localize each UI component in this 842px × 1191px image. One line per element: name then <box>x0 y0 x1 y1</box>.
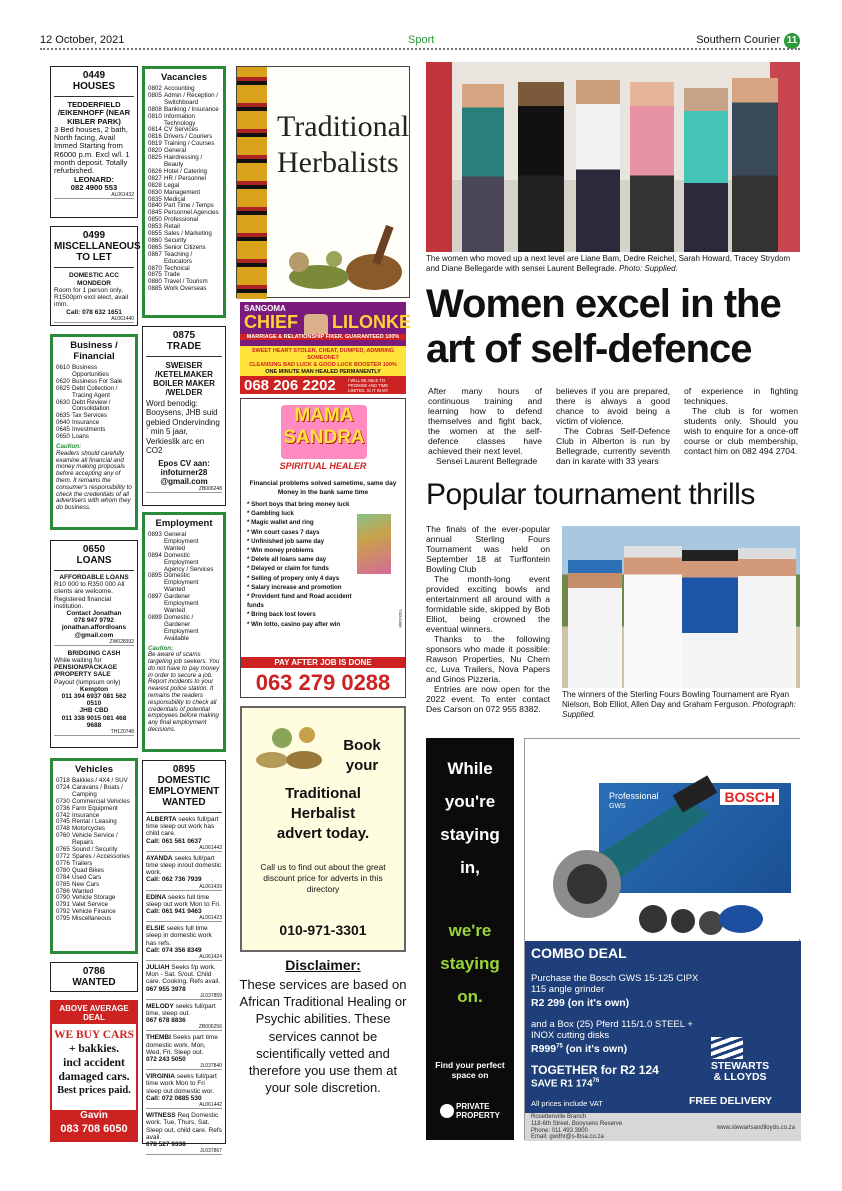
disclaimer-title: Disclaimer: <box>285 957 361 973</box>
combo-vat: All prices include VAT <box>531 1099 603 1108</box>
person-6 <box>732 78 778 252</box>
domestic-ad: EDINA seeks full time sleep out work Mon to Fri. Call: 061 941 9463 AL061423 <box>146 893 222 922</box>
mama-sandra-ad <box>240 398 406 698</box>
addr-branch: Rosettenville Branch <box>531 1114 587 1120</box>
vehicles-index-item: 0792 Vehicle Finance <box>56 908 116 916</box>
mama-list <box>247 500 355 629</box>
vacancies-index-item: 0820 General <box>148 147 187 155</box>
carad-line4: incl accident <box>63 1057 125 1069</box>
mama-phone: 063 279 0288 <box>255 670 391 695</box>
loans-classified <box>50 540 138 748</box>
loans-phone: 078 947 9792 <box>74 617 114 625</box>
vacancies-index-item: 0867 Teaching / Educators <box>148 250 193 265</box>
business-list <box>56 365 132 441</box>
bowler-3 <box>682 550 738 688</box>
publication-name: Southern Courier <box>696 34 780 46</box>
sangoma-name2: LILONKE <box>332 312 411 332</box>
bridging-title: BRIDGING CASH <box>67 649 121 657</box>
bridging-phones2: 011 338 9015 081 468 9688 <box>61 714 127 729</box>
mama-list-item: * Unfinished job same day <box>247 537 325 545</box>
loans-email: jonathan.affordloans @gmail.com <box>61 624 127 639</box>
issue-date: 12 October, 2021 <box>40 34 125 46</box>
vacancies-index-item: 0802 Accounting <box>148 85 195 92</box>
addr-web: www.stewartsandlloyds.co.za <box>716 1125 795 1131</box>
misc-body: Room for 1 person only, R1500pm excl elect, avail imm. <box>54 287 129 309</box>
person-3 <box>576 80 620 252</box>
domestic-ad: ALBERTA seeks full/part time sleep out work has child care. Call: 061 561 0637 AL061443 <box>146 816 222 851</box>
sangoma-line3: ONE MINUTE MAN HEALED PERMANENTLY <box>265 369 381 375</box>
disclaimer-box <box>236 956 410 1144</box>
vehicles-index-item: 0765 Sound / Security <box>56 846 118 854</box>
vehicles-index-item: 0784 Used Cars <box>56 873 102 881</box>
sangoma-phone: 068 206 2202 <box>244 377 336 394</box>
business-index-item: 0610 Business Opportunities <box>56 364 109 378</box>
pp-line7: on. <box>457 987 483 1006</box>
self-defence-col1: After many hours of continuous training and learning how to defend themselves and fight back, the women at the self-defence classes have achieved their next level. Sensei Laurent Bellegrade <box>428 386 542 466</box>
private-property-ad <box>426 738 514 1140</box>
vacancies-index-item: 0840 Part Time / Temps <box>148 202 214 210</box>
vehicles-list <box>56 778 132 923</box>
curtain-left <box>426 62 452 252</box>
vehicles-index-item: 0786 Wanted <box>56 887 94 895</box>
self-defence-photo <box>426 62 800 252</box>
business-index-item: 0645 Investments <box>56 426 106 434</box>
mama-list-item: * Delete all loans same day <box>247 556 327 564</box>
domestic-ad: VIRGINIA seeks full/part time work Mon to Fri sleep out domestic wor. Call: 072 0885 530 AL061442 <box>146 1073 222 1109</box>
combo-p2: and a Box (25) Pferd 115/1.0 STEEL + INOX cutting disks <box>531 1019 693 1041</box>
pp-line5: we're <box>448 921 492 940</box>
carad-name: Gavin <box>80 1110 108 1121</box>
addr-phone: Phone: 011 493 3900 <box>531 1127 588 1134</box>
section-name: Sport <box>408 34 435 46</box>
bowls-caption: The winners of the Sterling Fours Bowling Tournament are Ryan Nielson, Bob Elliot, Allen Day and Graham Ferguson. Photograph: Supplied. <box>562 690 796 719</box>
sangoma-name1: CHIEF <box>244 312 298 332</box>
mama-list-item: * Bring back lost lovers <box>247 611 316 619</box>
loans-title: AFFORDABLE LOANS <box>59 574 129 581</box>
vehicles-index-item: 0780 Quad Bikes <box>56 866 104 874</box>
trade-category: 0875 TRADE <box>146 327 222 357</box>
sangoma-line1: SWEET HEART STOLEN, CHEAT, DUMPED, ADMIRING SOMEONE? <box>251 348 395 361</box>
domestic-ad: THEMBI Seeks part time domestic work. Mon, Wed, Fri. Sleep out. 072 243 5050 JL037840 <box>146 1034 222 1070</box>
vehicles-index-item: 0760 Vehicle Service / Repairs <box>56 832 118 847</box>
business-caution: Caution: Readers should carefully examine all financial and money making proposals before accepting any of them. It remains the consumer's responsibility to check the credentials of all advertisers with whom they do business. <box>56 442 132 512</box>
combo-price1: R2 299 (on it's own) <box>531 997 630 1009</box>
pp-line6: staying <box>440 954 500 973</box>
business-financial-index <box>50 334 138 530</box>
business-index-item: 0635 Tax Services <box>56 412 108 420</box>
book-line5: advert today. <box>276 825 370 842</box>
vacancies-title: Vacancies <box>161 72 207 83</box>
vacancies-index-item: 0808 Banking / Insurance <box>148 105 219 113</box>
addr-street: 118-6th Street, Booysens Reserve <box>531 1120 623 1127</box>
domestic-classified <box>142 760 226 1155</box>
bridging-city1: Kempton <box>79 685 109 693</box>
vacancies-index-item: 0865 Senior Citizens <box>148 243 206 251</box>
carad-line5: damaged cars. <box>58 1071 130 1083</box>
vehicles-index-item: 0785 New Cars <box>56 880 100 888</box>
vacancies-index-item: 0880 Travel / Tourism <box>148 278 208 286</box>
vacancies-index-item: 0875 Trade <box>148 271 180 279</box>
mama-list-item: * Win court cases 7 days <box>247 528 320 536</box>
vacancies-index-item: 0827 HR / Personnel <box>148 174 206 182</box>
vehicles-index-item: 0776 Trailers <box>56 859 93 867</box>
mama-list-item: * Delayed or claim for funds <box>247 565 329 573</box>
bowler-2 <box>624 546 682 688</box>
domestic-ad: AYANDA seeks full/part time sleep in/out domestic work. Call: 062 736 7939 AL061439 <box>146 854 222 890</box>
trade-ref: ZB006248 <box>146 486 222 493</box>
employment-caution: Caution: Be aware of scams targeting job seekers. You do not have to pay money in order to secure a job. Report incidents to your nearest police station. It remains the readers responsibility to check all credentials of potential employees before making any final employment decisions. <box>148 644 220 734</box>
bosch-box-line1: Professional <box>609 791 659 801</box>
vehicles-index-item: 0718 Bakkies / 4X4 / SUV <box>56 777 128 784</box>
vacancies-index-item: 0816 Drivers / Couriers <box>148 133 213 141</box>
employment-index-item: 0893 General Employment Wanted <box>148 531 199 552</box>
vacancies-index <box>142 66 226 318</box>
book-body: Call us to find out about the great discount price for adverts in this directory <box>260 862 386 894</box>
employment-index <box>142 512 226 752</box>
pp-line2: you're <box>444 792 496 811</box>
herbalists-title: Traditional Herbalists <box>277 110 410 179</box>
book-herbalist-advert <box>240 706 406 952</box>
vacancies-index-item: 0810 Information Technology <box>148 112 196 127</box>
bridging-bold: PENSION/PACKAGE /PROPERTY SALE <box>54 664 118 679</box>
vacancies-index-item: 0826 Hotel / Catering <box>148 167 207 175</box>
addr-email: Email: gwdhr@s-lbsa.co.za <box>531 1134 604 1141</box>
combo-together: TOGETHER for R2 124 <box>531 1063 659 1077</box>
combo-save: SAVE R1 $174^{76}$ <box>531 1078 600 1090</box>
vacancies-list <box>148 86 220 293</box>
book-line2: your <box>345 757 379 774</box>
bosch-brand: BOSCH <box>720 789 779 805</box>
sangoma-line2: CLEANSING BAD LUCK & GOOD LUCK BOOSTER 100% <box>249 362 397 368</box>
mama-intro2: Money in the bank same time <box>277 489 369 496</box>
traditional-herbalists-ad <box>236 66 410 298</box>
free-delivery: FREE DELIVERY <box>689 1095 773 1107</box>
business-index-item: 0620 Business For Sale <box>56 377 123 385</box>
mama-list-item: * Win money problems <box>247 547 314 555</box>
sangoma-top: SANGOMA <box>244 304 286 313</box>
pp-find: Find your perfect space on <box>435 1060 505 1080</box>
mama-list-item: * Gambling luck <box>247 510 294 518</box>
trade-email: infoturner28 @gmail.com <box>160 468 208 487</box>
trade-classified <box>142 326 226 506</box>
pp-logo1: PRIVATE <box>456 1102 490 1111</box>
vacancies-index-item: 0835 Medical <box>148 195 186 203</box>
self-defence-col2: believes if you are prepared, there is always a good chance to avoid being a victim of violence. The Cobras Self-Defence Club in Alberton is run by Bellegrade, currently seventh dan in karate with 33 years <box>556 386 670 466</box>
misc-phone: Call: 078 632 1651 <box>66 308 122 316</box>
bridging-phones1: 011 394 6937 081 562 0510 <box>61 693 127 708</box>
self-defence-col3: of experience in fighting techniques. The club is for women students only. Should you wish to enquire for a once-off course or club membership, contact him on 082 494 2704. <box>684 386 798 456</box>
vacancies-index-item: 0814 CV Services <box>148 126 199 134</box>
bosch-stewarts-lloyds-ad <box>524 738 800 1140</box>
domestic-ad: ELSIE seeks full time sleep in domestic work has refs. Call: 074 356 8349 AL061424 <box>146 925 222 961</box>
bowler-1 <box>568 560 622 688</box>
sangoma-chief-lilonke-ad <box>240 300 411 398</box>
wanted-category: 0786 WANTED <box>50 962 138 992</box>
misc-classified <box>50 226 141 326</box>
book-line4: Herbalist <box>290 805 356 822</box>
trade-title: SWEISER /KETELMAKER BOILER MAKER /WELDER <box>153 361 215 397</box>
tournament-article: The finals of the ever-popular annual Sterling Fours Tournament was held on September 18 at Turffontein Bowling Club The month-long event provided exciting bowls and entertainment all around with a formidable side, skipped by Bob Elliot, being crowned the eventual winners. Thanks to the following sponsors who made it possible: Rawson Properties, Nu Chem cc, Luva Trailers, Nova Papers and Ginos Pizzeria. Entries are now open for the 2022 event. To enter contact Des Carson on 072 955 8382. <box>426 524 550 714</box>
person-4 <box>630 82 674 252</box>
domestic-ad: MELODY seeks full/part time, sleep out. 067 678 8836 ZB006256 <box>146 1002 222 1031</box>
vehicles-index <box>50 758 138 954</box>
bridging-body: While waiting for <box>54 657 102 665</box>
mama-list-item: * Magic wallet and ring <box>247 519 314 527</box>
vacancies-index-item: 0819 Training / Courses <box>148 140 215 148</box>
vehicles-index-item: 0748 Motorcycles <box>56 825 106 833</box>
vacancies-index-item: 0860 Security <box>148 236 187 244</box>
pp-line4: in, <box>460 858 480 877</box>
domestic-list <box>146 816 222 1155</box>
houses-phone: 082 4900 553 <box>70 182 118 192</box>
vehicles-index-item: 0790 Vehicle Storage <box>56 894 116 902</box>
vacancies-index-item: 0828 Legal <box>148 181 180 189</box>
vehicles-index-item: 0736 Farm Equipment <box>56 804 118 812</box>
vacancies-index-item: 0870 Technical <box>148 264 190 272</box>
carad-line3: + bakkies. <box>68 1043 119 1055</box>
bowler-4 <box>738 548 796 688</box>
mama-pay: PAY AFTER JOB IS DONE <box>241 657 405 668</box>
employment-index-item: 0897 Gardener Employment Wanted <box>148 593 199 614</box>
mama-intro1: Financial problems solved sametime, same day <box>249 480 397 487</box>
header-divider <box>40 48 800 51</box>
mama-list-item: * Provident fund and Road accident funds <box>247 593 352 610</box>
vehicles-index-item: 0742 Insurance <box>56 811 100 819</box>
vehicles-index-item: 0772 Spares / Accessories <box>56 852 130 860</box>
herbs-mortar-icon <box>279 217 409 297</box>
mama-list-item: * Short boys that bring money luck <box>247 501 350 508</box>
person-1 <box>462 84 504 252</box>
vacancies-index-item: 0845 Personnel Agencies <box>148 209 219 217</box>
business-index-item: 0630 Debt Review / Consolidation <box>56 398 111 413</box>
bridging-ref: TH120748 <box>54 729 134 736</box>
self-defence-headline: Women excel in the art of self-defence <box>426 282 781 371</box>
disclaimer-body: These services are based on African Traditional Healing or Psychic abilities. These services cannot be scientifically vetted and therefore you use them at your sole discretion. <box>239 977 407 1096</box>
houses-category: 0449 HOUSES <box>54 67 134 97</box>
vacancies-index-item: 0885 Work Overseas <box>148 285 207 293</box>
bridging-payout: Payout (lumpsum only) <box>54 678 121 686</box>
sangoma-side: I WILL BE ABLE TO PROMISE AND TIME LIMITED. IS IT IN MY POWER? <box>348 378 389 398</box>
employment-index-item: 0899 Domestic / Gardener Employment Available <box>148 613 199 642</box>
page-header <box>40 34 800 48</box>
vehicles-index-item: 0724 Caravans / Boats / Camping <box>56 783 123 798</box>
loans-ref: ZW028392 <box>54 639 134 646</box>
pp-logo2: PROPERTY <box>456 1111 501 1120</box>
self-defence-caption: The women who moved up a next level are Liane Bam, Dedre Reichel, Sarah Howard, Tracey Strydom and Diane Bellegarde with sensei Laurent Bellegrade. Photo: Supplied. <box>426 254 791 273</box>
vehicles-index-item: 0745 Rental / Leasing <box>56 818 117 826</box>
houses-ref: AL061432 <box>54 192 134 199</box>
tournament-headline: Popular tournament thrills <box>426 478 755 511</box>
employment-list <box>148 532 220 643</box>
houses-classified <box>50 66 138 218</box>
houses-body: 3 Bed houses, 2 bath, North facing, Avail Immed Starting from R6000 p.m. Excl w/l. 1 month deposit. Totally refurbished. <box>54 124 130 176</box>
bosch-box-line2: GWS <box>609 803 626 810</box>
combo-price2: $R999^{75}$ (on it's own) <box>531 1043 628 1055</box>
private-property-logo-icon <box>440 1104 454 1118</box>
carad-banner: ABOVE AVERAGE DEAL <box>52 1002 136 1024</box>
vacancies-index-item: 0825 Hairdressing / Beauty <box>148 154 203 168</box>
sangoma-tag: MARRIAGE & RELATIONSHIP FIXER. GUARANTEED 100% <box>240 334 406 340</box>
employment-index-item: 0894 Domestic Employment Agency / Services <box>148 551 214 573</box>
trade-contact: Epos CV aan: <box>158 459 210 469</box>
loans-contact: Contact Jonathan <box>66 610 122 618</box>
carad-line2: WE BUY CARS <box>53 1029 135 1041</box>
vehicles-index-item: 0791 Valet Service <box>56 901 108 909</box>
mama-sub: SPIRITUAL HEALER <box>279 461 367 471</box>
business-index-item: 0640 Insurance <box>56 419 100 427</box>
employment-index-item: 0895 Domestic Employment Wanted <box>148 572 199 594</box>
vacancies-index-item: 0830 Management <box>148 188 201 196</box>
domestic-ad: WITNESS Req Domestic work. Tue, Thurs, Sat. Sleep out, child care. Refs avail. 078 527 9338 JL037867 <box>146 1112 222 1155</box>
mama-list-item: * Win lotto, casino pay after win <box>247 620 341 628</box>
bridging-city2: JHB CBD <box>79 707 109 715</box>
vehicles-index-item: 0730 Commercial Vehicles <box>56 797 130 805</box>
trade-body: Word benodig: Booysens, JHB suid gebied Ondervinding ` min 5 jaar, Verkieslik arc en CO2 <box>146 399 220 456</box>
business-title: Business / Financial <box>70 340 118 362</box>
mama-ref: TS003468 <box>398 609 403 628</box>
business-index-item: 0650 Loans <box>56 433 89 441</box>
carad-line6: Best prices paid. <box>57 1085 131 1096</box>
houses-contact: LEONARD: <box>73 174 115 184</box>
we-buy-cars-ad <box>50 1000 138 1142</box>
book-line3: Traditional <box>285 785 361 802</box>
angle-grinder-icon <box>535 759 765 939</box>
book-line1: Book <box>343 737 381 754</box>
mama-line2: SANDRA <box>283 427 365 448</box>
carad-phone: 083 708 6050 <box>60 1123 128 1135</box>
houses-title: TEDDERFIELD /EIKENHOFF (NEAR KIBLER PARK) <box>57 100 131 126</box>
business-index-item: 0625 Debt Collection / Tracing Agent <box>56 384 118 399</box>
domestic-ad: JULIAH Seeks f/p work. Mon - Sat. S/out. Child care. Cooking. Refs avail. 067 955 3978 JL037859 <box>146 964 222 999</box>
misc-category: 0499 MISCELLANEOUS TO LET <box>54 227 134 268</box>
mama-list-item: * Salary increase and promotion <box>247 583 342 591</box>
mama-line1: MAMA <box>294 405 354 426</box>
employment-title: Employment <box>155 518 213 529</box>
vehicles-index-item: 0795 Miscellaneous <box>56 915 112 923</box>
vacancies-index-item: 0805 Admin / Reception / Switchboard <box>148 91 218 106</box>
domestic-category: 0895 DOMESTIC EMPLOYMENT WANTED <box>146 761 222 813</box>
tribal-border <box>237 67 267 299</box>
page-number: 11 <box>784 33 800 49</box>
combo-title: COMBO DEAL <box>531 945 627 961</box>
combo-p1: Purchase the Bosch GWS 15-125 CIPX 115 angle grinder <box>531 973 699 995</box>
vacancies-index-item: 0855 Sales / Marketing <box>148 230 212 238</box>
sl-logo2: & LLOYDS <box>713 1071 767 1083</box>
vacancies-index-item: 0850 Professional <box>148 216 199 224</box>
book-phone: 010-971-3301 <box>279 922 367 938</box>
bowls-winners-photo <box>562 526 800 688</box>
pp-line3: staying <box>440 825 500 844</box>
herbs-bowls-icon <box>252 720 328 776</box>
pp-line1: While <box>447 759 493 778</box>
mama-list-item: * Selling of propery only 4 days <box>247 574 340 582</box>
loans-category: 0650 LOANS <box>54 541 134 571</box>
loans-body: R10 000 to R350 000 All clients are welcome. Registered financial institution. <box>54 581 125 610</box>
sl-logo1: STEWARTS <box>710 1060 770 1072</box>
misc-ref: AL061440 <box>54 316 134 323</box>
vehicles-title: Vehicles <box>74 764 114 775</box>
person-2 <box>518 82 564 252</box>
misc-title: DOMESTIC ACC MONDEOR <box>69 272 119 287</box>
money-image <box>357 514 391 574</box>
person-5 <box>684 88 728 252</box>
vacancies-index-item: 0853 Retail <box>148 223 180 231</box>
stewarts-logo-icon <box>711 1037 743 1059</box>
